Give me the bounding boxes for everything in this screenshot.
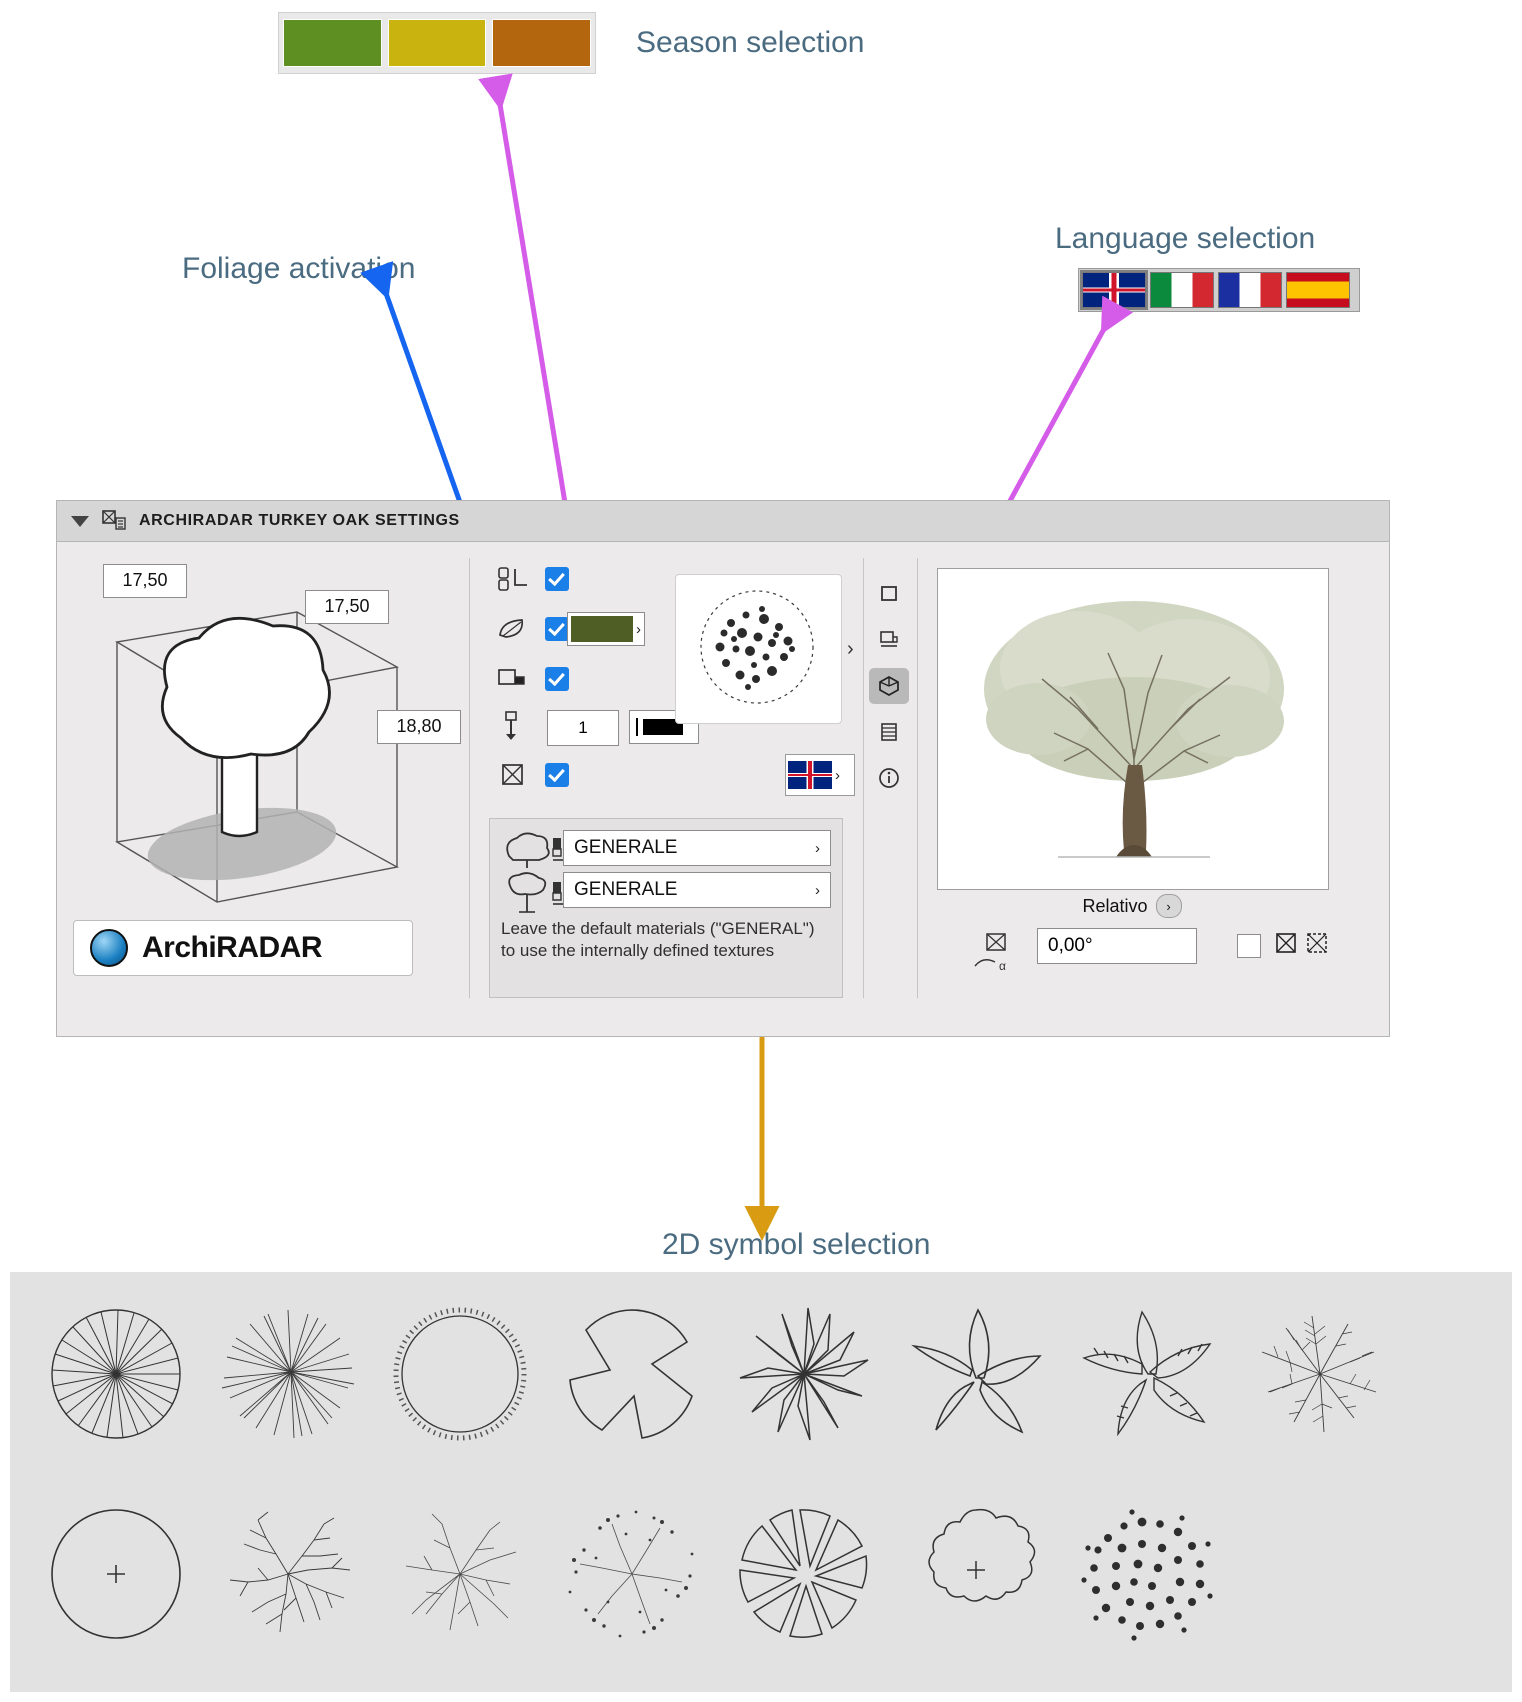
symbol-2d-preview-card[interactable] [675,574,842,724]
elevation-view-icon[interactable] [869,622,909,658]
symbol-plain-circle-center-cross[interactable] [36,1494,196,1654]
symbol-sparse-branches[interactable] [380,1494,540,1654]
symbol-notched-disc[interactable] [552,1294,712,1454]
symbol-dense-stipple-circle[interactable] [1068,1494,1228,1654]
trunk-material-icon [499,872,567,916]
divider-2 [863,558,864,998]
shadow-checkbox[interactable] [545,667,569,691]
symbol-narrow-star-leaf[interactable] [724,1294,884,1454]
chevron-right-icon: › [815,881,820,899]
option-row-shadow[interactable] [495,664,569,694]
symbol-five-lobe-leaf[interactable] [896,1294,1056,1454]
preview-option-checkbox[interactable] [1237,934,1261,958]
leaf-material-icon [499,830,567,870]
rotation-angle-field[interactable]: 0,00° [1037,928,1197,964]
dialog-title: ARCHIRADAR TURKEY OAK SETTINGS [139,512,460,529]
svg-text:α: α [999,959,1006,973]
rect-view-icon[interactable] [869,576,909,612]
chevron-right-icon[interactable]: › [1156,894,1182,918]
annotation-symbol2d-label: 2D symbol selection [662,1228,931,1261]
crossed-box-dashed-icon[interactable] [1303,930,1333,956]
crossed-box-icon[interactable] [1273,930,1299,956]
chevron-right-icon: › [835,766,840,784]
symbol-dashed-outline-circle[interactable] [380,1294,540,1454]
season-color-swatch [571,616,633,642]
option-row-foliage[interactable] [495,614,569,644]
tree-bounding-box-preview [67,582,457,912]
option-row-dimensions[interactable] [495,564,569,594]
tree-render-image [938,569,1326,887]
rotation-angle-icon [969,930,1025,974]
settings-dialog [56,500,1390,1037]
globe-icon [90,929,128,967]
preview-mode-label: Relativo [1082,895,1148,916]
trunk-material-dropdown[interactable] [563,872,831,908]
symbol-stippled-branches[interactable] [552,1494,712,1654]
dialog-header[interactable] [57,501,1389,542]
leaf-material-value: GENERALE [574,837,678,858]
leaf-icon [495,614,531,644]
ruler-icon [495,564,531,594]
annotation-foliage-label: Foliage activation [182,252,416,285]
divider-1 [469,558,470,998]
box-fill-icon [495,664,531,694]
symbol-branching-network[interactable] [208,1494,368,1654]
option-row-symbol[interactable] [495,760,569,790]
symbol-next-chevron-icon[interactable]: › [847,638,854,660]
collapse-triangle-icon[interactable] [71,516,89,527]
dimension-height-field[interactable]: 17,50 [103,564,187,598]
symbol-serrated-palm-leaf[interactable] [1068,1294,1228,1454]
trunk-material-value: GENERALE [574,879,678,900]
divider-3 [917,558,918,998]
pen-icon [497,710,525,742]
flag-uk-button[interactable] [785,754,855,796]
symbol-cloud-outline-center-cross[interactable] [896,1494,1056,1654]
symbol-radial-wedge-circle[interactable] [724,1494,884,1654]
symbol-needle-cluster[interactable] [1240,1294,1400,1454]
crossed-box-icon [495,760,531,790]
info-icon[interactable] [869,760,909,796]
symbol-checkbox[interactable] [545,763,569,787]
film-strip-icon[interactable] [869,714,909,750]
chevron-right-icon: › [636,620,641,638]
dialog-body [57,542,1389,1036]
symbol-library-grid [10,1272,1512,1692]
dimension-depth-field[interactable]: 18,80 [377,710,461,744]
cube-3d-view-icon[interactable] [869,668,909,704]
archiradar-logo [73,920,413,976]
logo-text: ArchiRADAR [142,931,323,964]
symbol-2d-preview-image [676,575,839,721]
flag-uk-icon [788,761,832,789]
dimension-width-field[interactable]: 17,50 [305,590,389,624]
chevron-right-icon: › [815,839,820,857]
tree-3d-preview [937,568,1329,890]
leaf-material-dropdown[interactable] [563,830,831,866]
line-weight-tick-icon [636,718,638,736]
annotation-season-label: Season selection [636,26,865,59]
annotation-language-label: Language selection [1055,222,1316,255]
preview-mode-row[interactable] [937,894,1327,918]
season-color-dropdown[interactable] [567,612,645,646]
object-settings-icon [101,508,127,534]
dimensions-checkbox[interactable] [545,567,569,591]
symbol-radial-spokes-circle[interactable] [36,1294,196,1454]
symbol-dense-radial-burst[interactable] [208,1294,368,1454]
materials-note: Leave the default materials ("GENERAL") to use the internally defined textures [501,919,815,960]
foliage-checkbox[interactable] [545,617,569,641]
pen-number-field[interactable]: 1 [547,710,619,746]
